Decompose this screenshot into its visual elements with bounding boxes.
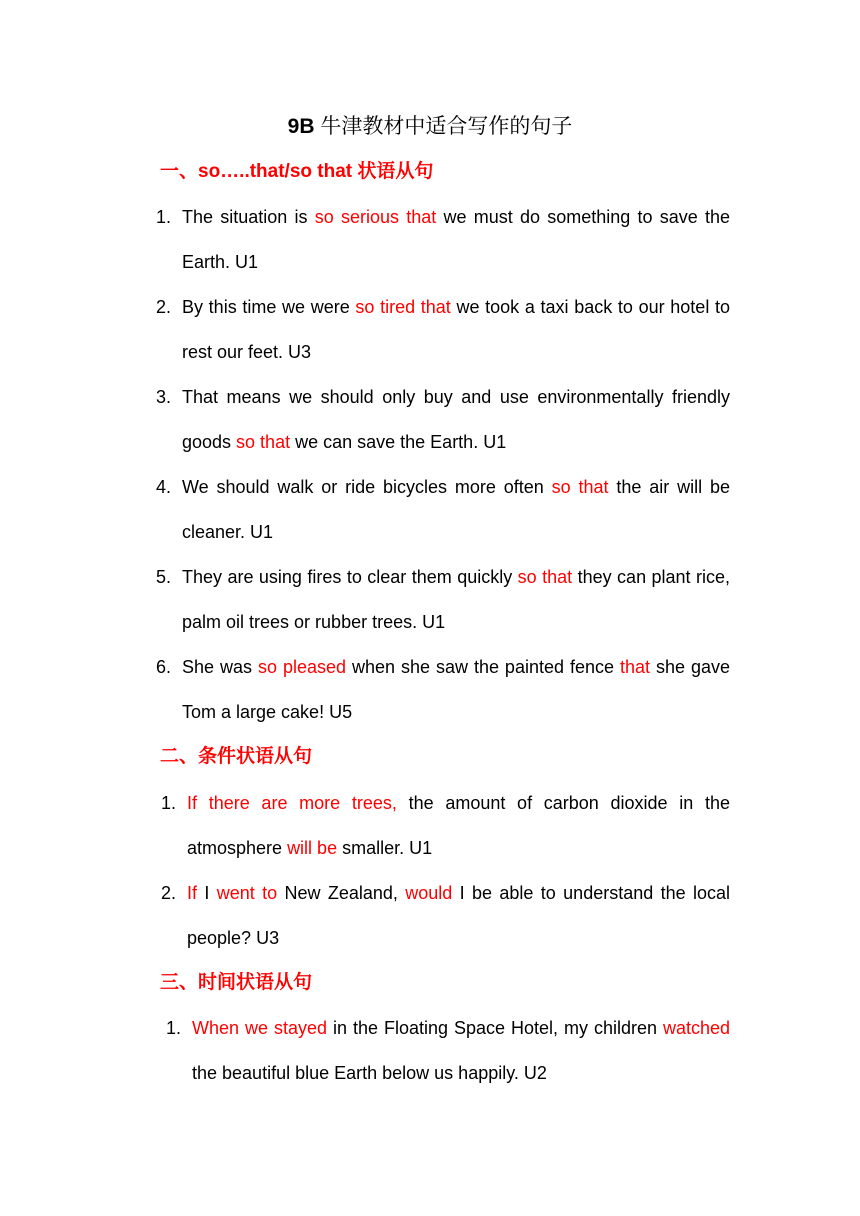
text-segment: the amount of carbon dioxide in the atmosphere	[187, 793, 730, 858]
item-text	[182, 645, 730, 735]
text-segment: The situation is	[182, 207, 315, 227]
item-number: 1.	[161, 793, 177, 813]
item-number: 6.	[156, 657, 172, 677]
text-segment: we must do something to save the Earth. U1	[182, 207, 730, 272]
highlight-segment: so pleased	[257, 657, 347, 677]
highlight-segment: so that	[236, 432, 291, 452]
item-number: 2.	[161, 883, 177, 903]
item-text	[187, 781, 730, 871]
highlight-segment: that	[619, 657, 650, 677]
text-segment: We should walk or ride bicycles more often	[182, 477, 552, 497]
section-heading-time: 三、时间状语从句	[160, 972, 313, 993]
item-number: 4.	[156, 477, 172, 497]
text-segment: They are using fires to clear them quickly	[182, 567, 518, 587]
highlight-segment: so serious that	[314, 207, 437, 227]
text-segment: she gave Tom a large cake! U5	[182, 657, 730, 722]
text-segment: the beautiful blue Earth below us happily. U2	[192, 1063, 547, 1083]
item-number: 1.	[166, 1018, 182, 1038]
item-text	[187, 871, 730, 961]
text-segment: the air will be cleaner. U1	[182, 477, 730, 542]
title-rest: 牛津教材中适合写作的句子	[314, 115, 573, 138]
item-number: 3.	[156, 387, 172, 407]
text-segment: we took a taxi back to our hotel to rest our feet. U3	[182, 297, 730, 362]
item-number: 1.	[156, 207, 172, 227]
item-text	[182, 285, 730, 375]
text-segment: She was	[182, 657, 258, 677]
text-segment: By this time we were	[182, 297, 356, 317]
text-segment: That means we should only buy and use environmentally friendly goods	[182, 387, 730, 452]
item-text	[182, 375, 730, 465]
item-text	[182, 195, 730, 285]
text-segment: we can save the Earth. U1	[290, 432, 507, 452]
page-title	[0, 112, 860, 142]
text-segment: New Zealand,	[277, 883, 406, 903]
item-text	[192, 1006, 730, 1096]
section-heading-conditional: 二、条件状语从句	[160, 746, 313, 767]
title-lead: 9B	[287, 115, 315, 138]
highlight-segment: When we stayed	[192, 1018, 328, 1038]
text-segment: I	[197, 883, 217, 903]
highlight-segment: so tired that	[355, 297, 451, 317]
text-segment: in the Floating Space Hotel, my children	[327, 1018, 663, 1038]
highlight-segment: will be	[287, 838, 338, 858]
item-text	[182, 465, 730, 555]
text-segment: I be able to understand the local people? U3	[187, 883, 730, 948]
item-number: 2.	[156, 297, 172, 317]
item-text	[182, 555, 730, 645]
item-number: 5.	[156, 567, 172, 587]
text-segment: when she saw the painted fence	[346, 657, 620, 677]
highlight-segment: so that	[551, 477, 609, 497]
highlight-segment: would	[405, 883, 453, 903]
highlight-segment: so that	[517, 567, 573, 587]
highlight-segment: went to	[216, 883, 278, 903]
text-segment: they can plant rice, palm oil trees or rubber trees. U1	[182, 567, 731, 632]
highlight-segment: If	[187, 883, 198, 903]
section-heading-so-that: 一、so…..that/so that 状语从句	[160, 161, 434, 182]
text-segment: smaller. U1	[337, 838, 433, 858]
highlight-segment: watched	[662, 1018, 730, 1038]
highlight-segment: If there are more trees,	[187, 793, 397, 813]
